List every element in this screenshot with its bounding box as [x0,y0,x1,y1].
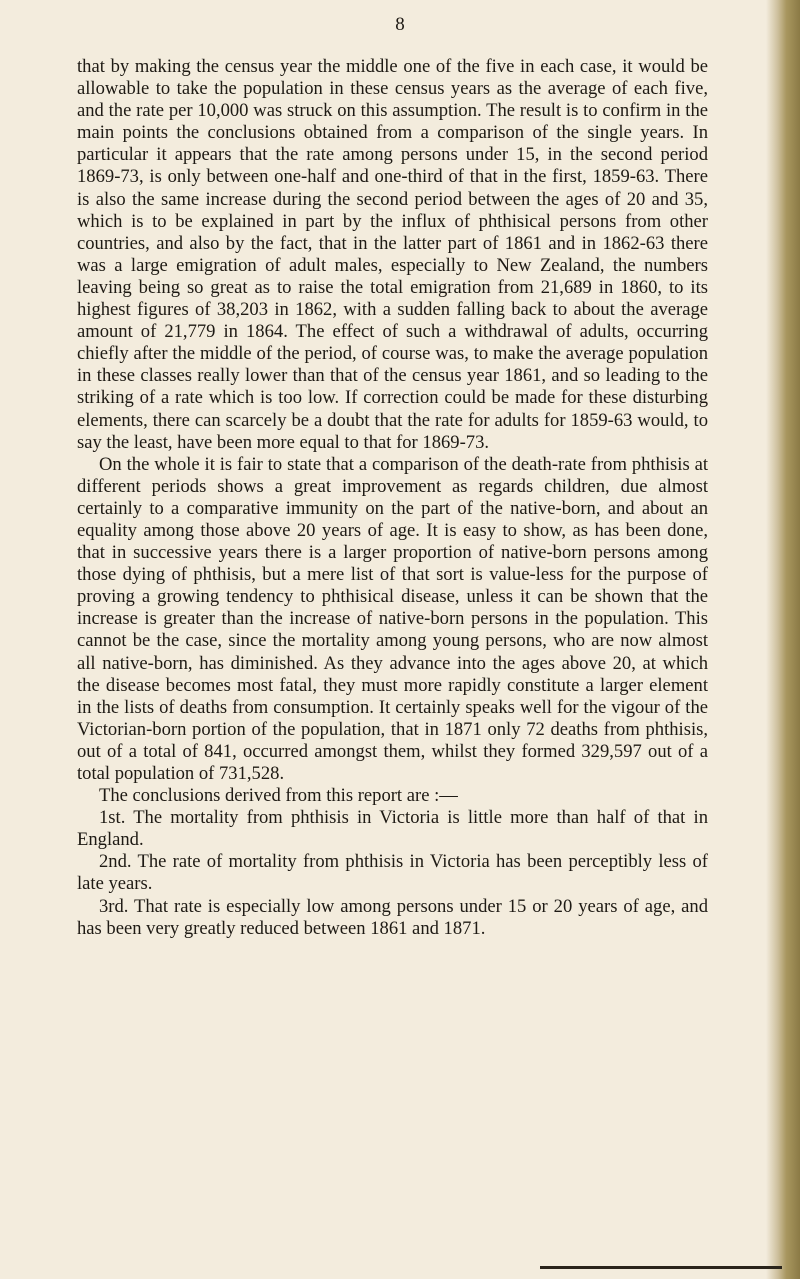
conclusion-item-3: 3rd. That rate is especially low among persons under 15 or 20 years of age, and has been very greatly reduced between 1861 and 1871. [77,895,708,939]
paragraph-census-average: that by making the census year the middle one of the five in each case, it would be allowable to take the population in these census years as the average of each five, and the rate per 10,000 was struck on this assumption. The result is to confirm in the main points the conclusions obtained from a comparison of the single years. In particular it appears that the rate among persons under 15, in the second period 1869-73, is only between one-half and one-third of that in the first, 1859-63. There is also the same increase during the second period between the ages of 20 and 35, which is to be explained in part by the influx of phthisical persons from other countries, and also by the fact, that in the latter part of 1861 and in 1862-63 there was a large emigration of adult males, especially to New Zealand, the numbers leaving being so great as to raise the total emigration from 21,689 in 1860, to its highest figures of 38,203 in 1862, with a sudden falling back to about the average amount of 21,779 in 1864. The effect of such a withdrawal of adults, occurring chiefly after the middle of the period, of course was, to make the average population in these classes really lower than that of the census year 1861, and so leading to the striking of a rate which is too low. If correction could be made for these disturbing elements, there can scarcely be a doubt that the rate for adults for 1859-63 would, to say the least, have been more equal to that for 1869-73. [77,56,708,453]
page-number: 8 [395,14,405,35]
bottom-rule-divider [540,1266,782,1269]
paragraph-conclusions-intro: The conclusions derived from this report are :— [99,785,458,807]
conclusion-item-1: 1st. The mortality from phthisis in Victoria is little more than half of that in England. [77,807,708,851]
paragraph-comparison-summary: On the whole it is fair to state that a comparison of the death-rate from phthisis at different periods shows a great improvement as regards children, due almost certainly to a comparative immunity on the part of the native-born, and about an equality among those above 20 years of age. It is easy to show, as has been done, that in successive years there is a larger proportion of native-born persons among those dying of phthisis, but a mere list of that sort is value-less for the purpose of proving a growing tendency to phthisical disease, unless it can be shown that the increase is greater than the increase of native-born persons in the population. This cannot be the case, since the mortality among young persons, who are now almost all native-born, has diminished. As they advance into the ages above 20, at which the disease becomes most fatal, they must more rapidly constitute a larger element in the lists of deaths from consumption. It certainly speaks well for the vigour of the Victorian-born portion of the population, that in 1871 only 72 deaths from phthisis, out of a total of 841, occurred amongst them, whilst they formed 329,597 out of a total population of 731,528. [77,453,708,784]
page-edge-shadow [766,0,800,1279]
body-text [77,56,708,940]
conclusion-item-2: 2nd. The rate of mortality from phthisis in Victoria has been perceptibly less of late years. [77,851,708,895]
